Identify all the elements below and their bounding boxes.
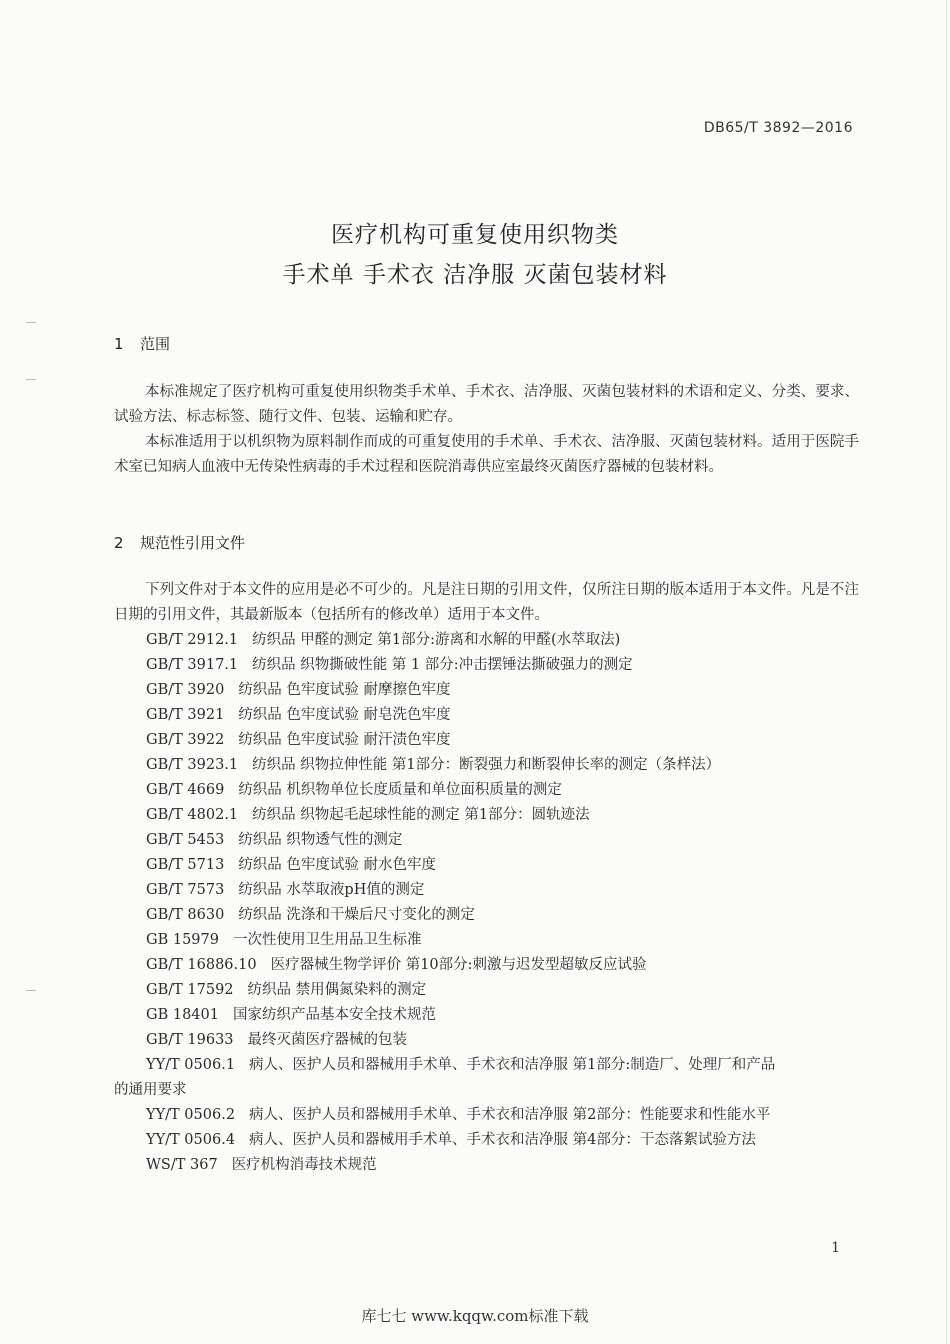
reference-code: YY/T 0506.4: [146, 1132, 236, 1148]
reference-item: [146, 678, 861, 703]
section-heading-normative-references: [114, 532, 245, 553]
reference-title: 纺织品 洗涤和干燥后尺寸变化的测定: [238, 907, 475, 923]
reference-title: 病人、医护人员和器械用手术单、手术衣和洁净服 第2部分：性能要求和性能水平: [249, 1107, 771, 1123]
footer-watermark: 库七七 www.kqqw.com标准下载: [361, 1307, 589, 1325]
reference-title: 一次性使用卫生用品卫生标准: [232, 932, 422, 948]
page-number: 1: [831, 1240, 840, 1256]
reference-code: GB/T 3920: [146, 682, 225, 698]
section-number: 2: [114, 534, 124, 552]
reference-title: 纺织品 机织物单位长度质量和单位面积质量的测定: [238, 782, 562, 798]
reference-code: GB/T 4802.1: [146, 807, 239, 823]
reference-code: YY/T 0506.1: [146, 1057, 236, 1073]
reference-item: [146, 1128, 861, 1153]
reference-code: GB/T 19633: [146, 1032, 234, 1048]
scan-edge-line: [946, 0, 947, 1344]
reference-code: GB/T 8630: [146, 907, 225, 923]
reference-title: 纺织品 织物拉伸性能 第1部分：断裂强力和断裂伸长率的测定（条样法）: [252, 757, 721, 773]
reference-title: 纺织品 色牢度试验 耐摩擦色牢度: [238, 682, 451, 698]
reference-item: [146, 753, 861, 778]
section-title: 规范性引用文件: [140, 534, 246, 552]
reference-title: 纺织品 色牢度试验 耐水色牢度: [238, 857, 437, 873]
reference-item: [146, 728, 861, 753]
reference-item: [146, 1003, 861, 1028]
reference-title: 医疗器械生物学评价 第10部分:刺激与迟发型超敏反应试验: [270, 957, 647, 973]
scan-mark: [26, 379, 36, 380]
reference-item: [146, 1028, 861, 1053]
reference-item: [146, 903, 861, 928]
reference-item: [146, 928, 861, 953]
scan-mark: [26, 322, 36, 323]
reference-code: GB 15979: [146, 932, 219, 948]
reference-item: [146, 978, 861, 1003]
scope-paragraph-1: 本标准规定了医疗机构可重复使用织物类手术单、手术衣、洁净服、灭菌包装材料的术语和定义、分类、要求、试验方法、标志标签、随行文件、包装、运输和贮存。: [114, 384, 859, 425]
section-title: 范围: [140, 335, 171, 353]
reference-item: [146, 778, 861, 803]
reference-code: GB/T 16886.10: [146, 957, 257, 973]
reference-code: GB/T 7573: [146, 882, 225, 898]
reference-title: 纺织品 色牢度试验 耐皂洗色牢度: [238, 707, 451, 723]
reference-continuation: 的通用要求: [114, 1082, 187, 1098]
reference-item: [146, 853, 861, 878]
scope-paragraph-2: 本标准适用于以机织物为原料制作而成的可重复使用的手术单、手术衣、洁净服、灭菌包装材料。适用于医院手术室已知病人血液中无传染性病毒的手术过程和医院消毒供应室最终灭菌医疗器械的包装材料。: [114, 434, 859, 475]
reference-title: 国家纺织产品基本安全技术规范: [232, 1007, 436, 1023]
reference-code: GB/T 4669: [146, 782, 225, 798]
reference-title: 纺织品 水萃取液pH值的测定: [238, 882, 425, 898]
scan-mark: [26, 990, 36, 991]
section-number: 1: [114, 335, 124, 353]
reference-item: [146, 1053, 861, 1078]
reference-code: GB/T 5453: [146, 832, 225, 848]
reference-item: [146, 653, 861, 678]
document-code: DB65/T 3892—2016: [703, 120, 853, 136]
reference-item: [146, 953, 861, 978]
reference-item: [146, 828, 861, 853]
reference-code: GB/T 5713: [146, 857, 225, 873]
reference-code: GB/T 3922: [146, 732, 225, 748]
document-title-line2: 手术单 手术衣 洁净服 灭菌包装材料: [282, 262, 668, 288]
reference-title: 纺织品 甲醛的测定 第1部分:游离和水解的甲醛(水萃取法): [252, 632, 621, 648]
reference-item: [146, 1153, 861, 1178]
reference-title: 纺织品 织物撕破性能 第 1 部分:冲击摆锤法撕破强力的测定: [252, 657, 633, 673]
reference-item: [146, 703, 861, 728]
document-title-line1: 医疗机构可重复使用织物类: [331, 222, 619, 248]
reference-code: GB/T 3923.1: [146, 757, 239, 773]
reference-code: GB/T 17592: [146, 982, 234, 998]
reference-item: [146, 1103, 861, 1128]
reference-item: [146, 803, 861, 828]
reference-title: 纺织品 色牢度试验 耐汗渍色牢度: [238, 732, 451, 748]
references-intro: 下列文件对于本文件的应用是必不可少的。凡是注日期的引用文件，仅所注日期的版本适用于本文件。凡是不注日期的引用文件，其最新版本（包括所有的修改单）适用于本文件。: [114, 582, 859, 623]
section-heading-scope: [114, 333, 170, 354]
reference-item: [146, 878, 861, 903]
reference-code: WS/T 367: [146, 1157, 218, 1173]
reference-code: GB/T 3917.1: [146, 657, 239, 673]
reference-title: 纺织品 织物起毛起球性能的测定 第1部分：圆轨迹法: [252, 807, 590, 823]
reference-title: 病人、医护人员和器械用手术单、手术衣和洁净服 第1部分:制造厂、处理厂和产品: [249, 1057, 776, 1073]
reference-code: GB/T 3921: [146, 707, 225, 723]
reference-title: 医疗机构消毒技术规范: [231, 1157, 377, 1173]
reference-title: 纺织品 织物透气性的测定: [238, 832, 403, 848]
reference-title: 病人、医护人员和器械用手术单、手术衣和洁净服 第4部分：干态落絮试验方法: [249, 1132, 756, 1148]
reference-code: GB 18401: [146, 1007, 219, 1023]
reference-title: 最终灭菌医疗器械的包装: [247, 1032, 408, 1048]
reference-title: 纺织品 禁用偶氮染料的测定: [247, 982, 427, 998]
reference-code: YY/T 0506.2: [146, 1107, 236, 1123]
reference-item: [146, 628, 861, 653]
reference-code: GB/T 2912.1: [146, 632, 239, 648]
